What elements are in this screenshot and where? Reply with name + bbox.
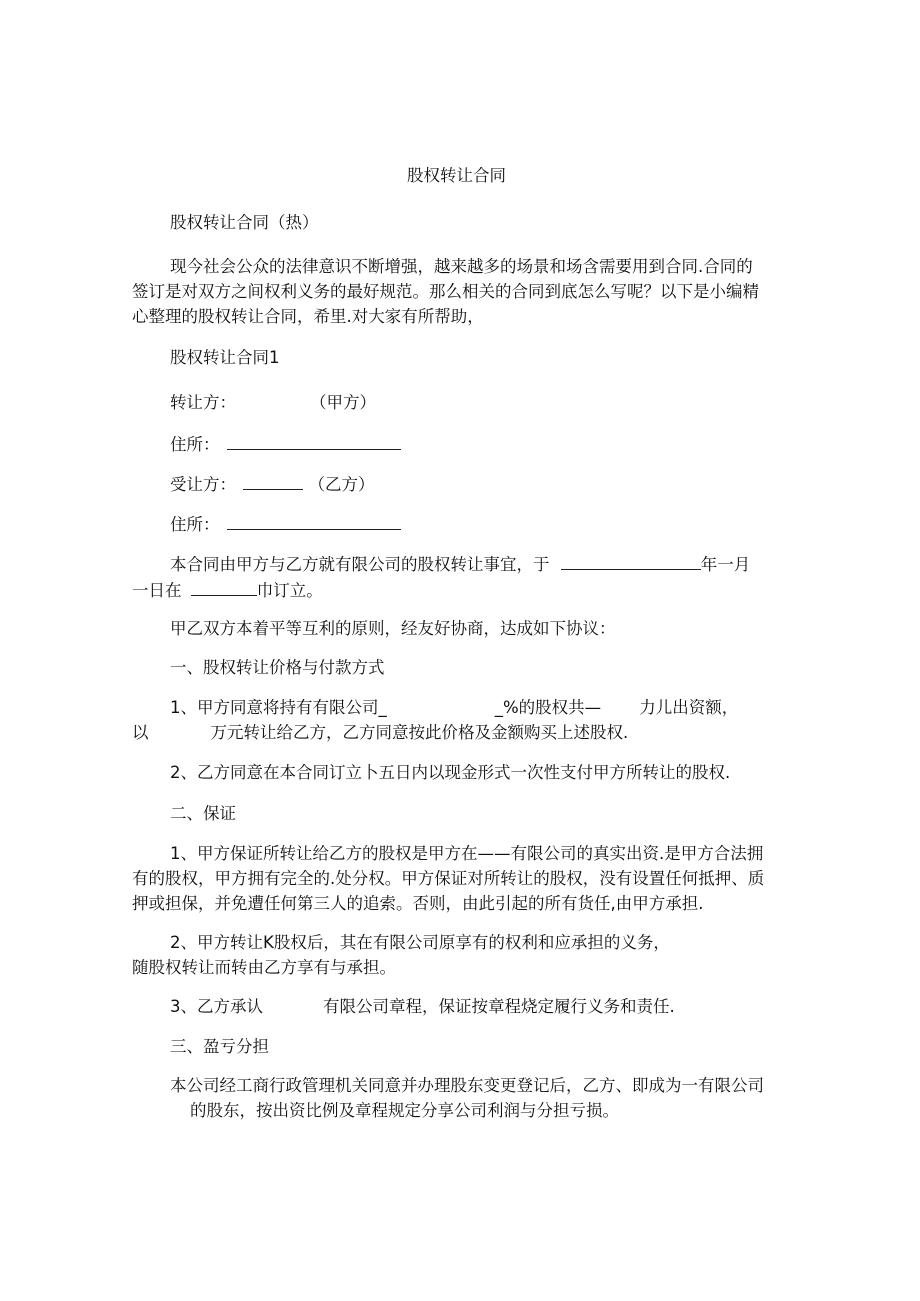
place-blank [191, 578, 257, 596]
transferor-label: 转让方： [170, 393, 236, 412]
clause-intro-part-4: 巾订立。 [256, 581, 323, 600]
item-2: 2、乙方同意在本合同订立卜五日内以现金形式一次性支付甲方所转让的股权. [170, 763, 731, 782]
document-subtitle: 股权转让合同（热） [170, 213, 319, 232]
clause-intro-part-3: 一日在 [132, 581, 182, 600]
transferor-address-blank [227, 432, 401, 450]
intro-line-2: 签订是对双方之间权利义务的最好规范。那么相关的合同到底怎么写呢？以下是小编精 [132, 282, 759, 301]
transferee-blank [243, 472, 303, 490]
guarantee-1-line-3: 押或担保，并免遭任何第三人的追索。否则，由此引起的所有货任,由甲方承担. [132, 894, 704, 913]
item-1-part-4: 以 [132, 723, 149, 742]
item-1-line-1 [170, 697, 738, 719]
guarantee-3 [170, 996, 675, 1018]
address-label-2: 住所： [170, 515, 220, 534]
guarantee-1-line-2: 有的股权，甲方拥有完全的.处分权。甲方保证对所转让的股权，没有设置任何抵押、质 [132, 869, 765, 888]
agreement-statement: 甲乙双方本着平等互利的原则，经友好协商，达成如下协议： [170, 619, 616, 638]
section-2-heading: 二、保证 [170, 804, 236, 823]
section-3-heading: 三、盈亏分担 [170, 1037, 269, 1056]
item-1-part-5: 万元转让给乙方，乙方同意按此价格及金额购买上述股权. [210, 723, 629, 742]
guarantee-3-part-1: 3、乙方承认 [170, 997, 263, 1016]
transferor-party: （甲方） [310, 393, 376, 412]
guarantee-2-line-1: 2、甲方转让K股权后，其在有限公司原享有的权利和应承担的义务， [170, 933, 670, 952]
guarantee-1-line-1: 1、甲方保证所转让给乙方的股权是甲方在——有限公司的真实出资.是甲方合法拥 [170, 844, 764, 863]
item-1-part-3: 力儿出资额， [639, 698, 739, 717]
guarantee-2-line-2: 随股权转让而转由乙方享有与承担。 [132, 958, 396, 977]
clause-intro-part-1: 本合同由甲方与乙方就有限公司的股权转让事宜，于 [170, 555, 550, 574]
document-title: 股权转让合同 [407, 166, 506, 185]
profit-line-2: 的股东，按出资比例及章程规定分享公司利润与分担亏损。 [190, 1101, 619, 1120]
clause-intro-line-1 [170, 552, 750, 576]
item-1-line-2 [132, 722, 628, 744]
guarantee-3-part-2: 有限公司章程，保证按章程烧定履行义务和责任. [323, 997, 675, 1016]
clause-intro-line-2 [132, 578, 323, 602]
date-blank [561, 552, 701, 570]
item-1-part-2: _%的股权共— [494, 698, 602, 717]
intro-line-3: 心整理的股权转让合同，希里.对大家有所帮助， [132, 307, 484, 326]
contract-heading: 股权转让合同1 [170, 348, 280, 367]
transferee-label: 受让方： [170, 475, 236, 494]
intro-line-1: 现今社会公众的法律意识不断增强，越来越多的场景和场含需要用到合同.合同的 [170, 257, 753, 276]
section-1-heading: 一、股权转让价格与付款方式 [170, 658, 385, 677]
address-label: 住所： [170, 435, 220, 454]
transferee-address-blank [227, 512, 401, 530]
transferee-party: （乙方） [308, 475, 375, 494]
clause-intro-part-2: 年一月 [700, 555, 751, 574]
profit-line-1: 本公司经工商行政管理机关同意并办理股东变更登记后，乙方、即成为一有限公司 [170, 1076, 764, 1095]
transferor-address [170, 432, 401, 456]
transferee-row [170, 472, 375, 496]
transferee-address [170, 512, 401, 536]
item-1-part-1: 1、甲方同意将持有有限公司_ [170, 698, 387, 717]
